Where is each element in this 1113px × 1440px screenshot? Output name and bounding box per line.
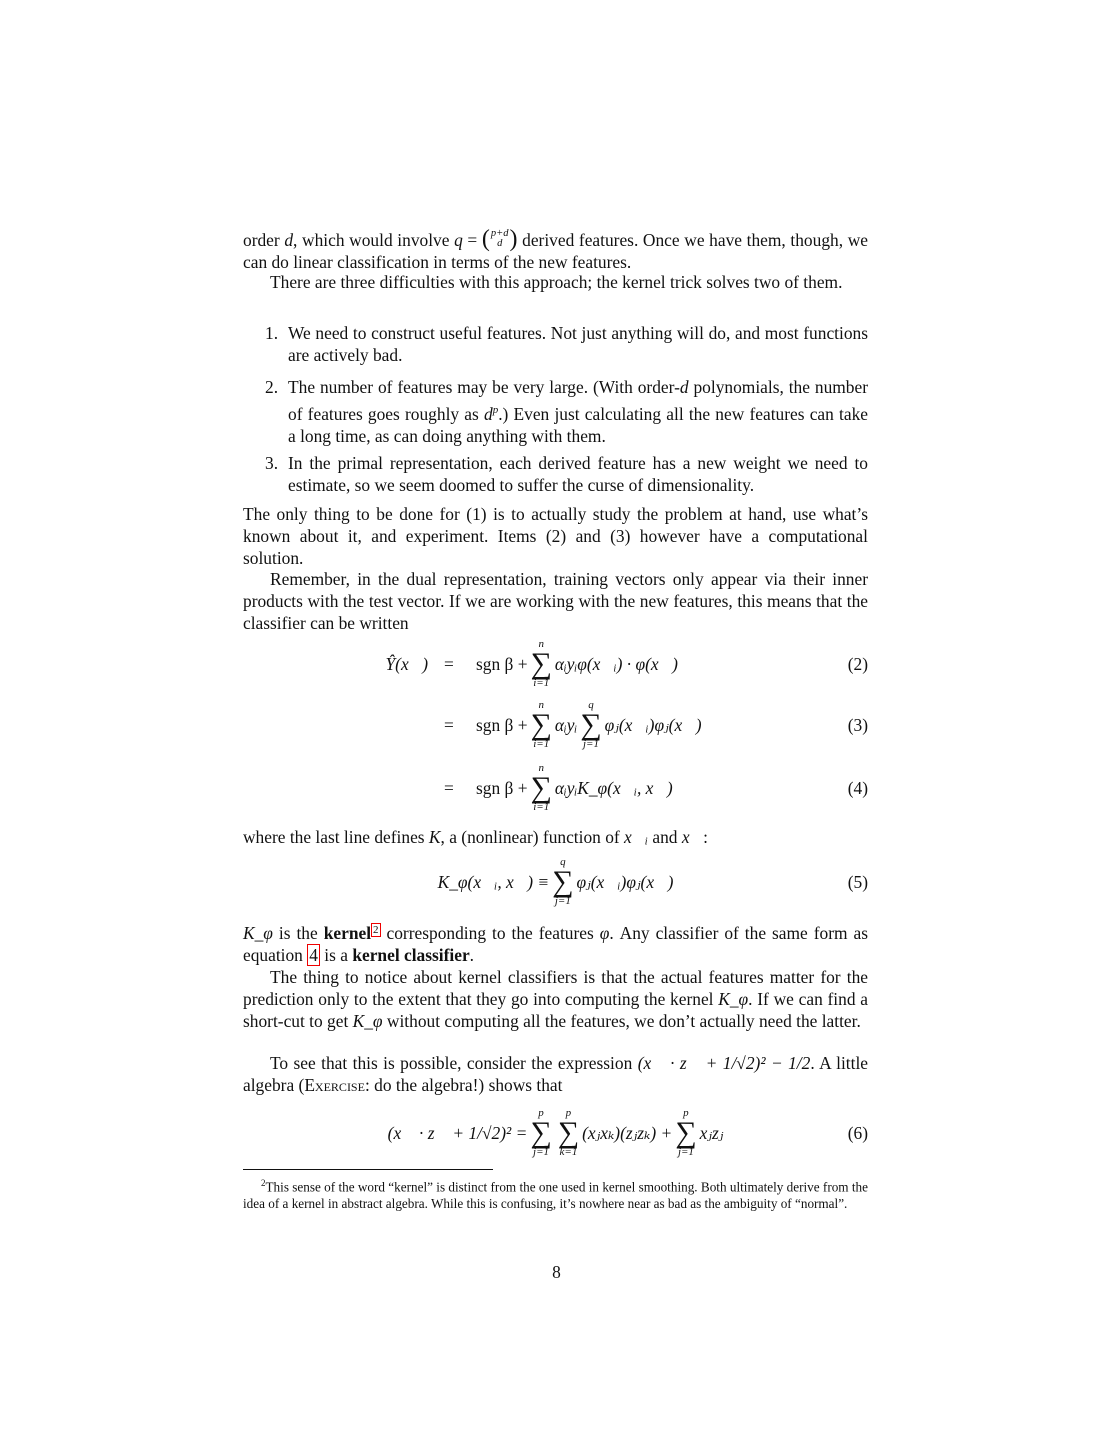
paragraph-derived-features: order d, which would involve q = ( p+d d ) derived features. Once we have them, though, we can do linear classification in terms of the new features. <box>243 226 868 272</box>
footnote: $^2$This sense of the word “kernel” is distinct from the one used in kernel smoothing. Both ultimately derive from the idea of a kernel in abstract algebra. While this is confusing, it’s nowhere near as bad as the ambiguity of “normal”. <box>243 1178 868 1212</box>
summation: p ∑ j=1 <box>530 1107 552 1158</box>
summation: n ∑ i=1 <box>530 638 552 689</box>
summation: n ∑ i=1 <box>530 699 552 750</box>
summation: p ∑ k=1 <box>557 1107 580 1158</box>
summation: p ∑ j=1 <box>675 1107 697 1158</box>
paragraph-only-thing: The only thing to be done for (1) is to actually study the problem at hand, use what’s known about it, and experiment. Items (2) and (3) however have a computational solution. <box>243 504 868 568</box>
summation: n ∑ i=1 <box>530 762 552 813</box>
equation-3: = sgn β + n ∑ i=1 αᵢyᵢ q ∑ j=1 φⱼ(x⃗ᵢ)φⱼ(x⃗) (3) <box>444 699 868 750</box>
list-item: 3. In the primal representation, each derived feature has a new weight we need to estimate, so we seem doomed to suffer the curse of dimensionality. <box>265 453 868 495</box>
equation-2: Ŷ(x⃗) = sgn β + n ∑ i=1 αᵢyᵢφ(x⃗ᵢ) · φ(x⃗) (2) <box>385 638 868 689</box>
list-item: 2. The number of features may be very large. (With order-d polynomials, the number of features goes roughly as $d^p$.) Even just calculating all the new features can take a long time, as can doing anything with them. <box>265 377 868 446</box>
equation-6: (x⃗ · z⃗ + 1/√2)² = p ∑ j=1 p ∑ k=1 (xⱼxₖ)(zⱼzₖ) + p ∑ j=1 xⱼzⱼ (6) <box>387 1107 868 1158</box>
equation-5: K_φ(x⃗ᵢ, x⃗) ≡ q ∑ j=1 φⱼ(x⃗ᵢ)φⱼ(x⃗) (5) <box>437 856 868 907</box>
paragraph-notice: The thing to notice about kernel classifiers is that the actual features matter for the prediction only to the extent that they go into computing the kernel K_φ. If we can find a short-cut to get K_φ without computing all the features, we don’t actually need the latter. <box>243 967 869 1031</box>
paragraph-dual-representation: Remember, in the dual representation, training vectors only appear via their inner products with the test vector. If we are working with the new features, this means that the classifier can be written <box>243 569 868 633</box>
binomial-coefficient: ( p+d d ) <box>481 226 518 252</box>
footnote-rule <box>243 1169 493 1170</box>
paragraph-difficulties: There are three difficulties with this approach; the kernel trick solves two of them. <box>270 272 843 292</box>
footnote-link[interactable]: 2 <box>373 924 379 936</box>
equation-4: = sgn β + n ∑ i=1 αᵢyᵢK_φ(x⃗ᵢ, x⃗) (4) <box>444 762 868 813</box>
summation: q ∑ j=1 <box>552 856 574 907</box>
paragraph-defines-k: where the last line defines K, a (nonlinear) function of x⃗ᵢ and x⃗: <box>243 827 708 847</box>
equation-4-link[interactable]: 4 <box>309 945 318 965</box>
paragraph-kernel-definition: K_φ is the kernel $^2$ corresponding to the features φ. Any classifier of the same form as equation 4 is a kernel classifier. <box>243 923 868 965</box>
paragraph-see-possible: To see that this is possible, consider the expression (x⃗ · z⃗ + 1/√2)² − 1/2. A little algebra (Exercise: do the algebra!) shows that <box>243 1053 868 1095</box>
summation: q ∑ j=1 <box>580 699 602 750</box>
page-number: 8 <box>552 1262 561 1282</box>
list-item: 1. We need to construct useful features. Not just anything will do, and most functions are actively bad. <box>265 323 868 365</box>
